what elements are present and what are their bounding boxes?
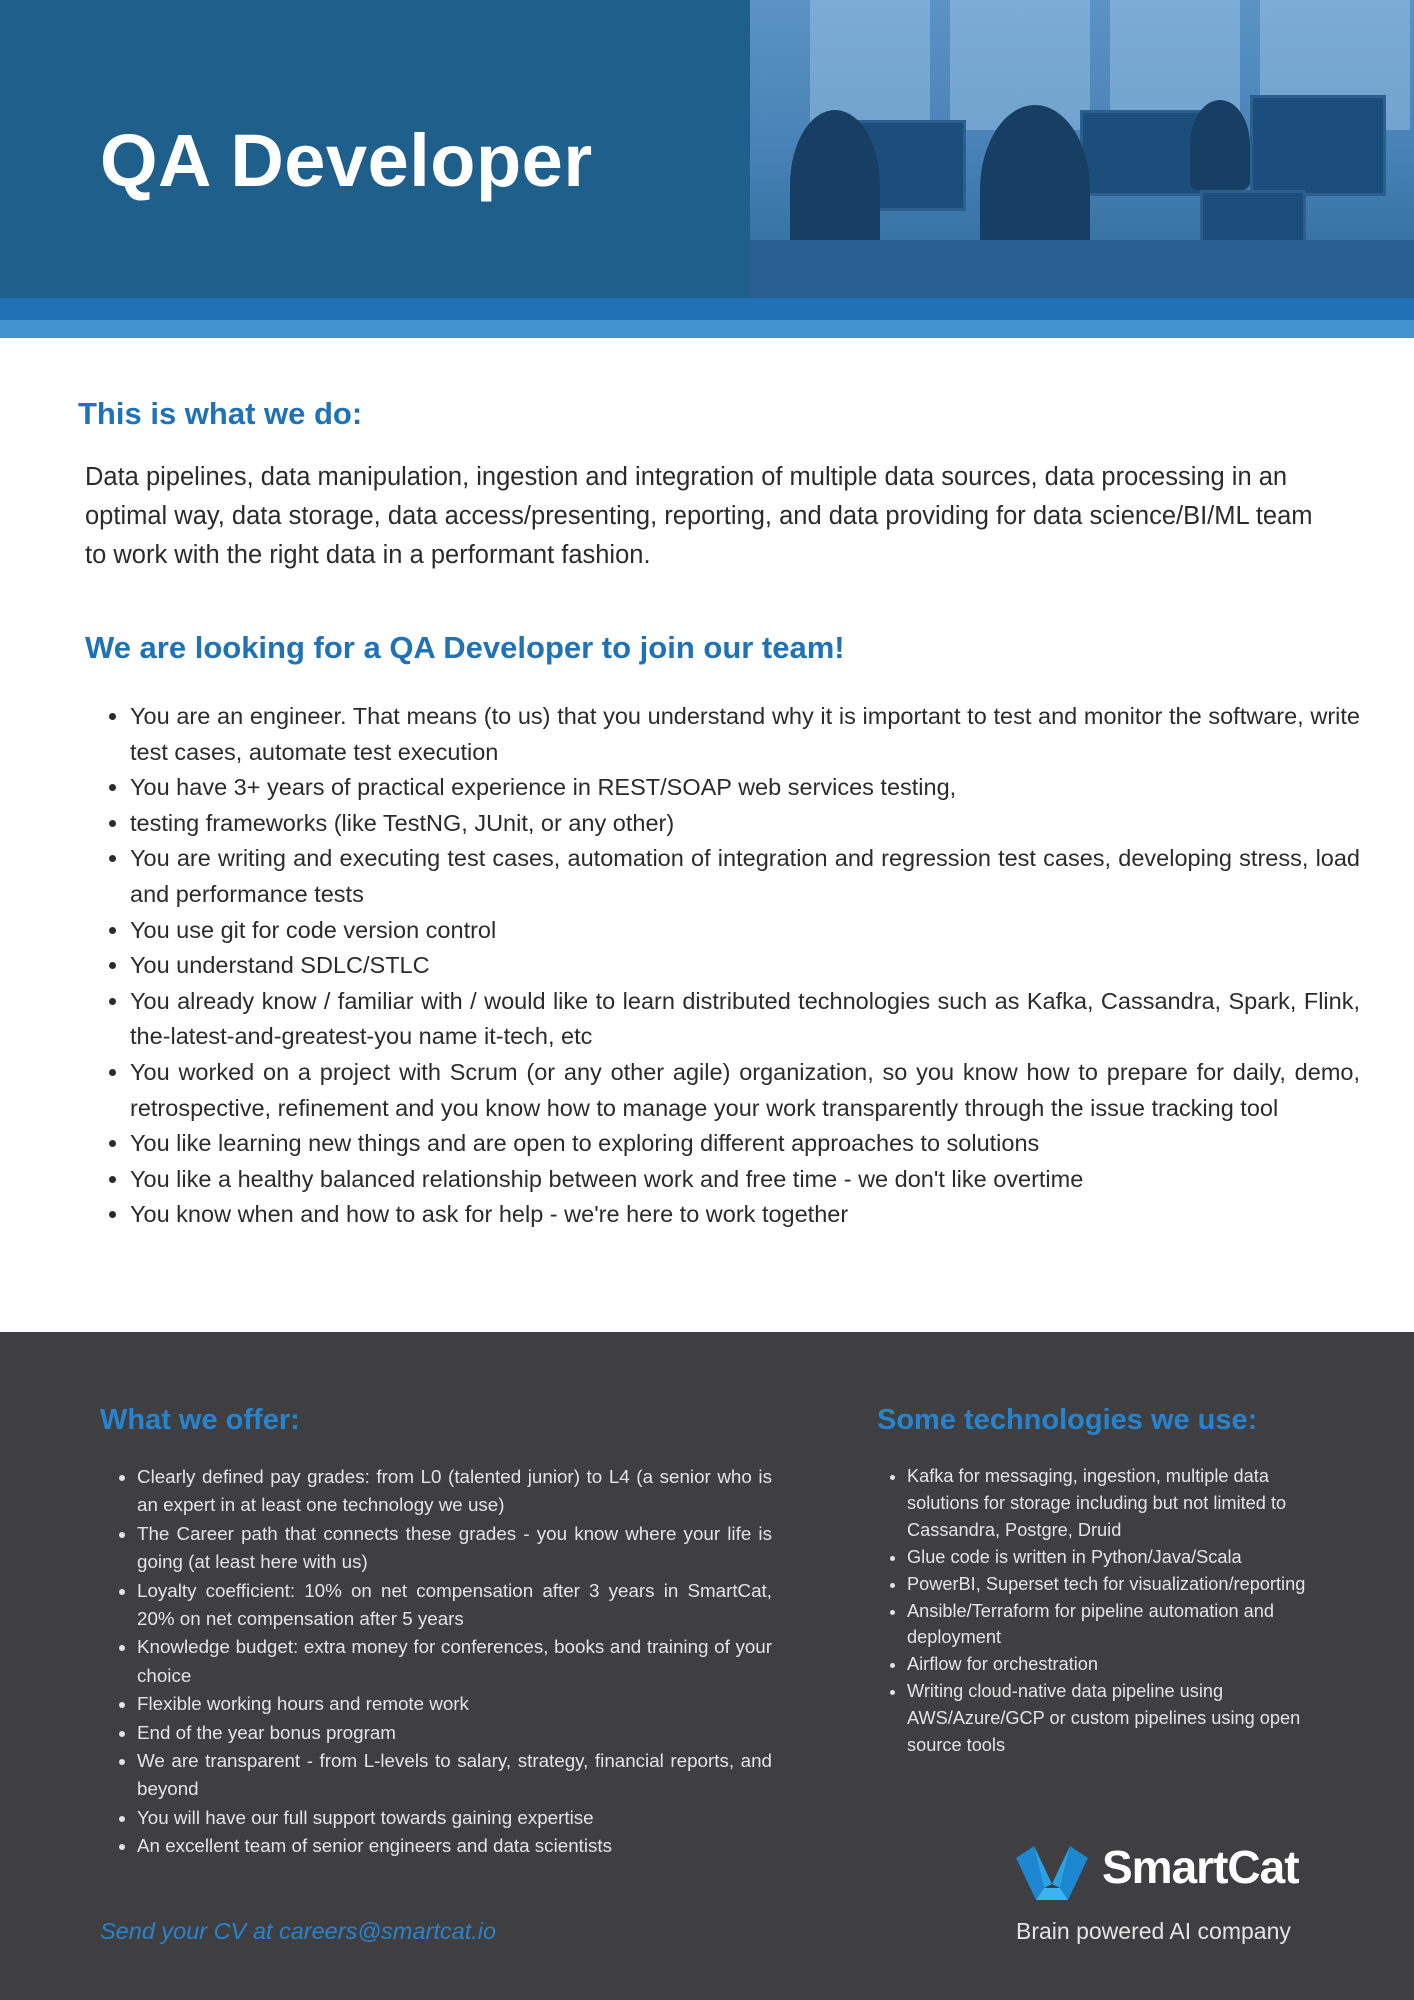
office-photo: [750, 0, 1414, 298]
requirement-item: • You already know / familiar with / would like to learn distributed technologies such as Kafka, Cassandra, Spark, Flink, the-latest-and-greatest-you name it-tech, etc: [130, 984, 1360, 1055]
person-silhouette: [790, 110, 880, 260]
company-tagline: Brain powered AI company: [1016, 1918, 1291, 1944]
requirement-item: • You like learning new things and are open to exploring different approaches to solutions: [130, 1126, 1360, 1162]
header-stripe: [0, 298, 1414, 320]
person-silhouette: [1190, 100, 1250, 190]
requirement-item: • You like a healthy balanced relationship between work and free time - we don't like overtime: [130, 1162, 1360, 1198]
footer-panel: [0, 1332, 1414, 2000]
requirements-list: [85, 699, 1360, 1233]
requirement-item: • You understand SDLC/STLC: [130, 948, 1360, 984]
technology-item: • Glue code is written in Python/Java/Scala: [907, 1544, 1327, 1571]
technology-item: • Kafka for messaging, ingestion, multiple data solutions for storage including but not limited to Cassandra, Postgre, Druid: [907, 1463, 1327, 1544]
requirement-item: • You are an engineer. That means (to us) that you understand why it is important to test and monitor the software, write test cases, automate test execution: [130, 699, 1360, 770]
smartcat-logo-icon: [1014, 1844, 1090, 1902]
monitor: [1250, 95, 1386, 196]
technology-item: • PowerBI, Superset tech for visualization/reporting: [907, 1571, 1327, 1598]
technologies-list: [877, 1463, 1327, 1759]
header-banner: [0, 0, 1414, 298]
requirement-item: • testing frameworks (like TestNG, JUnit, or any other): [130, 806, 1360, 842]
smartcat-logo-text: SmartCat: [1102, 1841, 1299, 1893]
desk: [750, 240, 1414, 298]
requirement-item: • You worked on a project with Scrum (or any other agile) organization, so you know how to prepare for daily, demo, retrospective, refinement and you know how to manage your work transparently through the issue tracking tool: [130, 1055, 1360, 1126]
offer-item: • Loyalty coefficient: 10% on net compensation after 3 years in SmartCat, 20% on net compensation after 5 years: [137, 1577, 772, 1634]
offer-item: • You will have our full support towards gaining expertise: [137, 1804, 772, 1832]
requirement-item: • You are writing and executing test cases, automation of integration and regression test cases, developing stress, load and performance tests: [130, 841, 1360, 912]
what-we-do-heading: This is what we do:: [78, 396, 363, 431]
requirement-item: • You use git for code version control: [130, 913, 1360, 949]
offer-heading: What we offer:: [100, 1404, 300, 1436]
header-stripe-light: [0, 320, 1414, 338]
requirement-item: • You know when and how to ask for help - we're here to work together: [130, 1197, 1360, 1233]
technology-item: • Writing cloud-native data pipeline using AWS/Azure/GCP or custom pipelines using open source tools: [907, 1678, 1327, 1759]
offer-list: [100, 1463, 772, 1861]
what-we-do-text: Data pipelines, data manipulation, ingestion and integration of multiple data sources, data processing in an optimal way, data storage, data access/presenting, reporting, and data providing for data science/BI/ML team to work with the right data in a performant fashion.: [85, 463, 1313, 569]
offer-item: • We are transparent - from L-levels to salary, strategy, financial reports, and beyond: [137, 1747, 772, 1804]
offer-item: • Flexible working hours and remote work: [137, 1690, 772, 1718]
offer-item: • End of the year bonus program: [137, 1719, 772, 1747]
monitor: [1080, 110, 1206, 196]
technologies-heading: Some technologies we use:: [877, 1404, 1258, 1436]
page-title: QA Developer: [100, 119, 593, 202]
offer-item: • An excellent team of senior engineers and data scientists: [137, 1832, 772, 1860]
send-cv-link[interactable]: Send your CV at careers@smartcat.io: [100, 1918, 497, 1944]
looking-for-heading: We are looking for a QA Developer to join our team!: [85, 630, 845, 665]
offer-item: • The Career path that connects these grades - you know where your life is going (at least here with us): [137, 1520, 772, 1577]
offer-item: • Knowledge budget: extra money for conferences, books and training of your choice: [137, 1633, 772, 1690]
requirement-item: • You have 3+ years of practical experience in REST/SOAP web services testing,: [130, 770, 1360, 806]
technology-item: • Airflow for orchestration: [907, 1651, 1327, 1678]
offer-item: • Clearly defined pay grades: from L0 (talented junior) to L4 (a senior who is an expert in at least one technology we use): [137, 1463, 772, 1520]
technology-item: • Ansible/Terraform for pipeline automation and deployment: [907, 1598, 1327, 1652]
